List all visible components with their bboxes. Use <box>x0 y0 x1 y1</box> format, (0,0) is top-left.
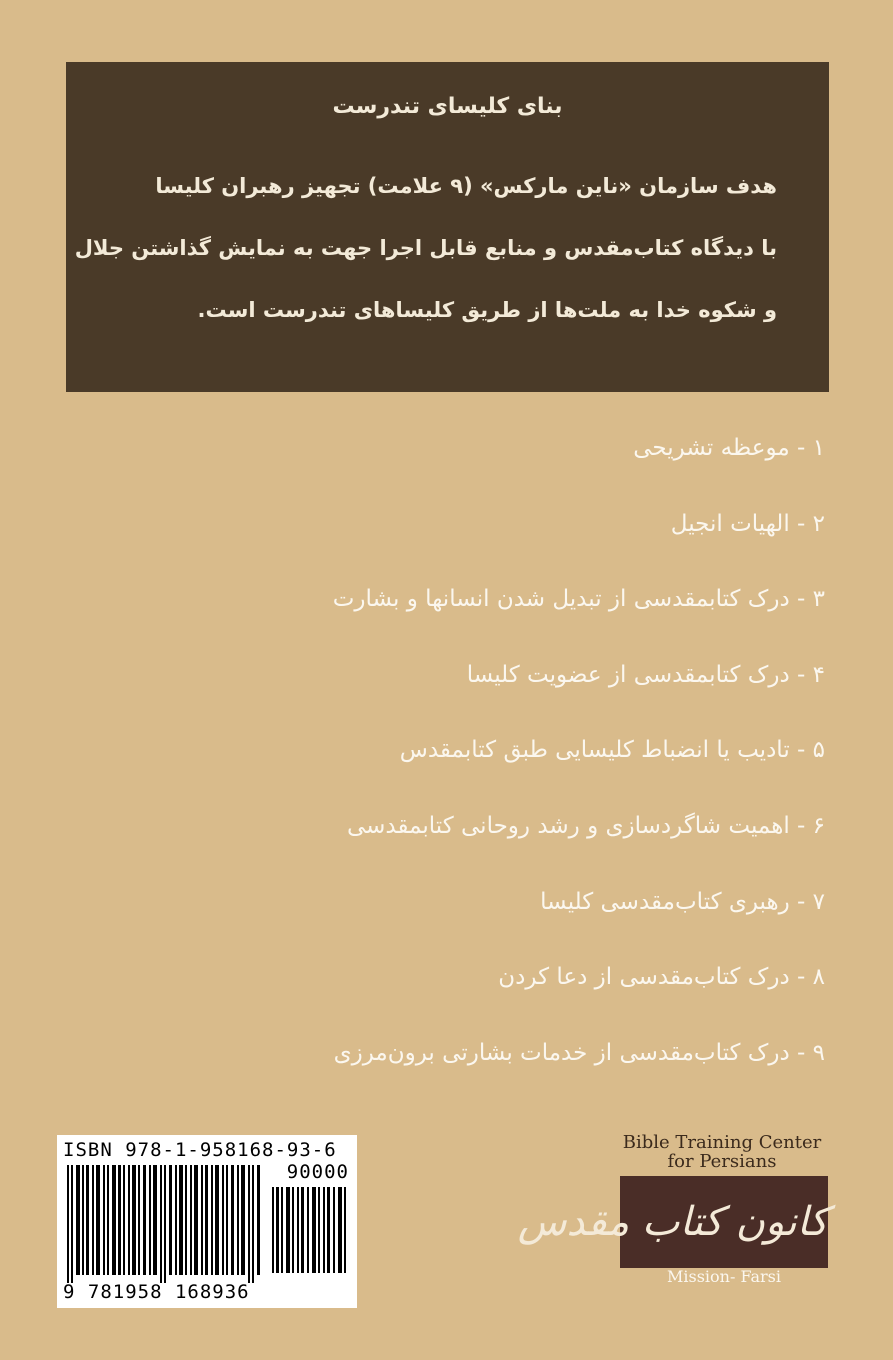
list-item: ۹ - درک کتاب‌مقدسی از خدمات بشارتی برون‌مرزی <box>333 1039 825 1066</box>
price-code: 90000 <box>286 1161 349 1183</box>
list-item: ۵ - تادیب یا انضباط کلیسایی طبق کتابمقدس <box>399 737 825 764</box>
list-item: ۶ - اهمیت شاگردسازی و رشد روحانی کتابمقدسی <box>346 812 825 839</box>
description-line-2: با دیدگاه کتاب‌مقدس و منابع قابل اجرا جهت به نمایش گذاشتن جلال <box>74 236 777 260</box>
description-line-1: هدف سازمان «ناین مارکس» (۹ علامت) تجهیز رهبران کلیسا <box>155 174 777 198</box>
list-item: ۴ - درک کتابمقدسی از عضویت کلیسا <box>466 661 825 688</box>
box-title: بنای کلیسای تندرست <box>332 94 563 119</box>
publisher-tagline: Mission- Farsi <box>667 1267 781 1286</box>
list-item: ۲ - الهیات انجیل <box>670 510 825 537</box>
publisher-name <box>612 1133 832 1171</box>
description-line-3: و شکوه خدا به ملت‌ها از طریق کلیساهای تندرست است. <box>197 298 777 322</box>
barcode-bars <box>65 1165 261 1283</box>
list-item: ۱ - موعظه تشریحی <box>633 435 825 461</box>
barcode-label <box>57 1135 357 1308</box>
ean-number: 9 781958 168936 <box>63 1281 250 1303</box>
publisher-name-line-2: for Persians <box>667 1151 777 1172</box>
publisher-logo <box>517 1176 828 1268</box>
addon-barcode-bars <box>271 1187 349 1273</box>
list-item: ۳ - درک کتابمقدسی از تبدیل شدن انسانها و بشارت <box>332 586 825 613</box>
contents-list <box>125 420 825 1100</box>
description-box <box>66 62 829 392</box>
logo-calligraphy: کانون کتاب مقدس <box>517 1199 828 1245</box>
isbn-text: ISBN 978-1-958168-93-6 <box>63 1139 337 1161</box>
publisher-name-line-1: Bible Training Center <box>622 1132 822 1153</box>
list-item: ۷ - رهبری کتاب‌مقدسی کلیسا <box>540 888 825 915</box>
list-item: ۸ - درک کتاب‌مقدسی از دعا کردن <box>498 964 825 991</box>
